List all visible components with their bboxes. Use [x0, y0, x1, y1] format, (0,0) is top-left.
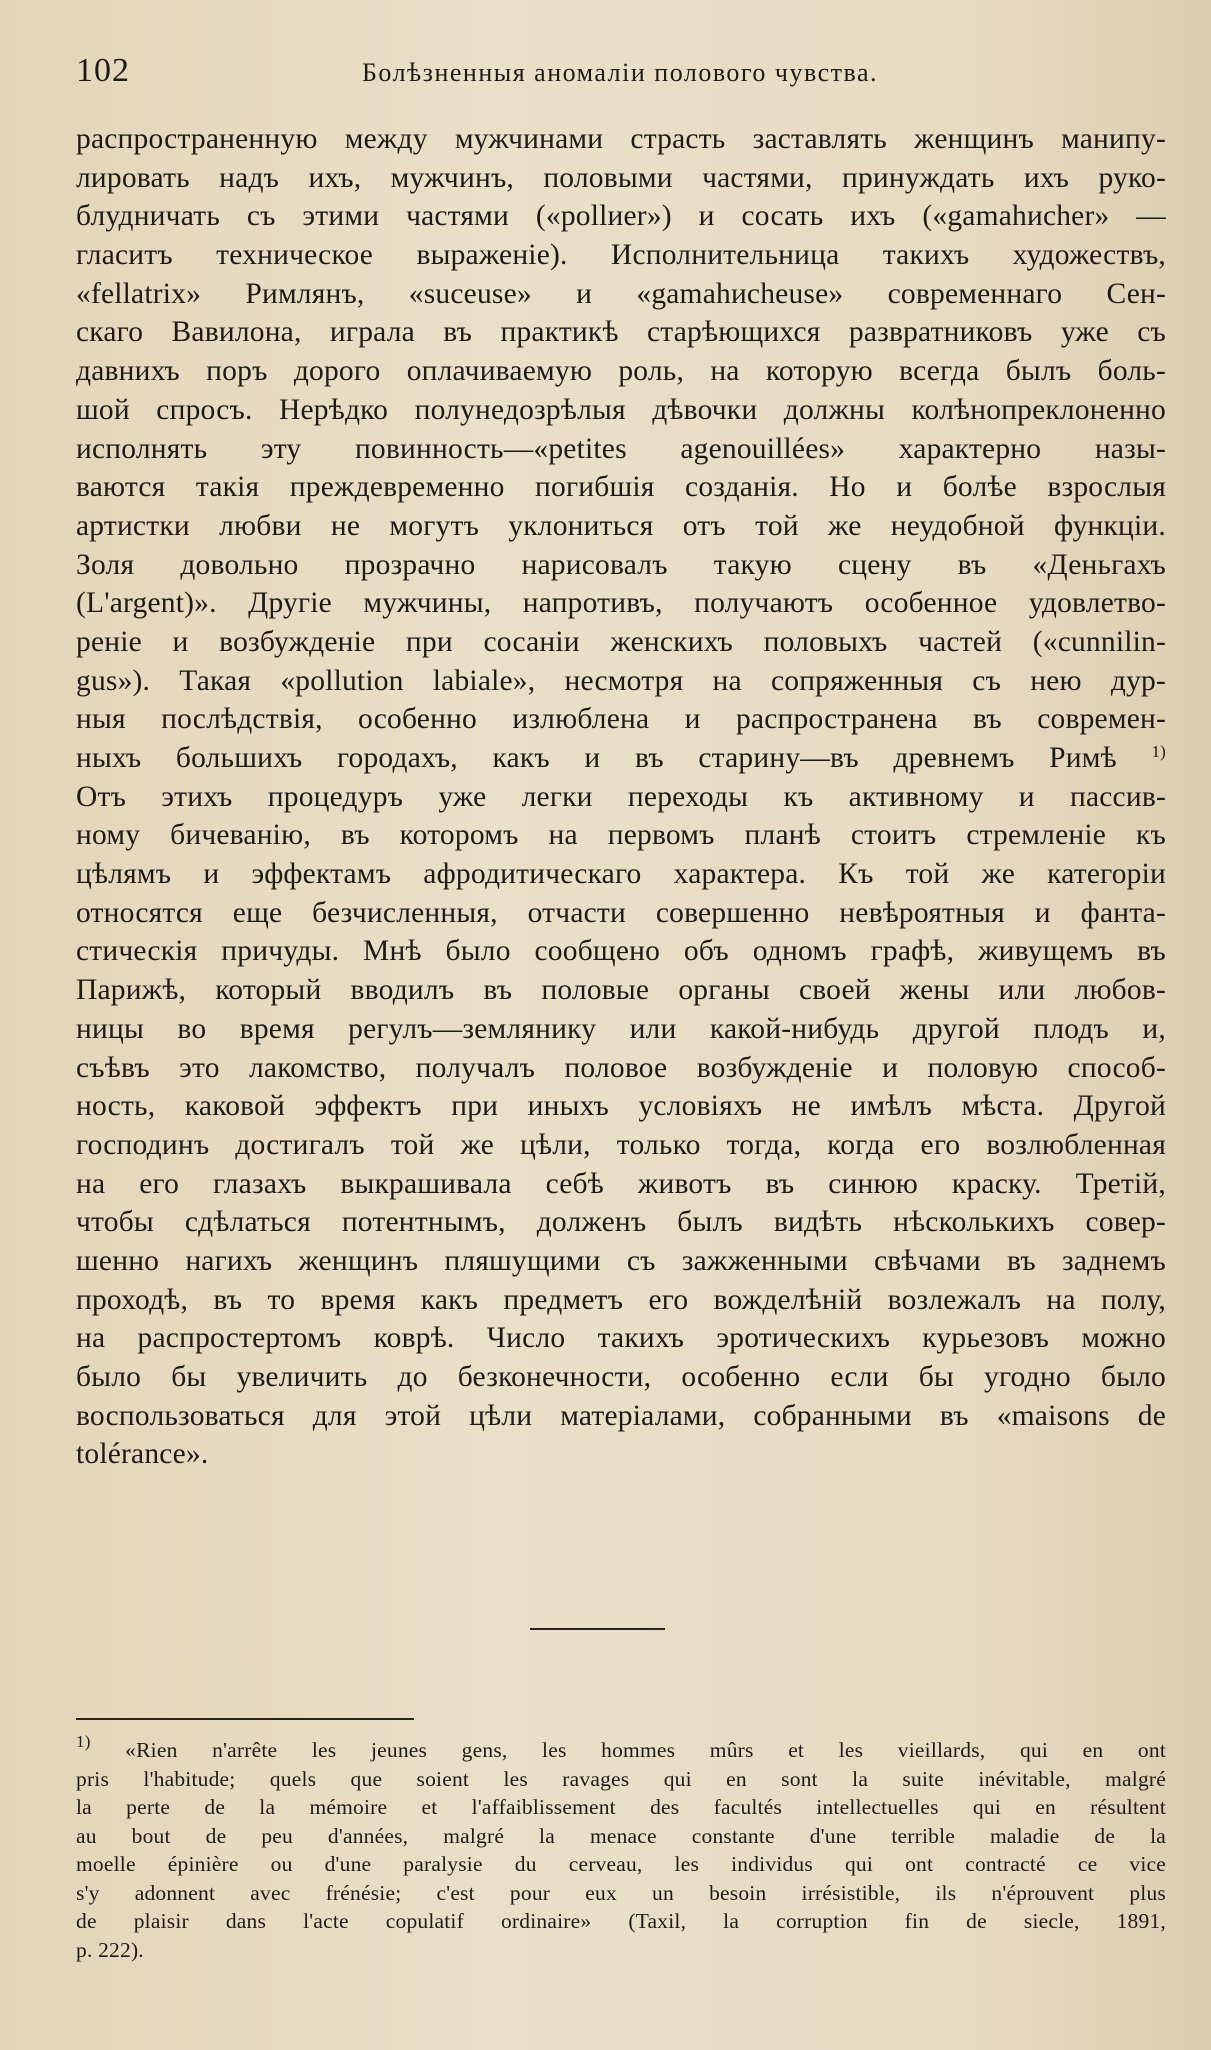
text-line: гласитъ техническое выраженіе). Исполнительница такихъ художествъ, [76, 239, 1166, 272]
text-line: ваются такія преждевременно погибшія созданія. Но и болѣе взрослыя [76, 471, 1166, 504]
text-line: скаго Вавилона, играла въ практикѣ старѣющихся развратниковъ уже съ [76, 316, 1166, 349]
text-line: ныя послѣдствія, особенно излюблена и распространена въ современ- [76, 703, 1166, 736]
footnote-rule [76, 1718, 414, 1720]
page-number: 102 [76, 52, 130, 89]
text-line: стическія причуды. Мнѣ было сообщено объ одномъ графѣ, живущемъ въ [76, 935, 1166, 968]
main-text [76, 120, 1166, 1474]
text-line: артистки любви не могутъ уклониться отъ той же неудобной функціи. [76, 509, 1166, 542]
text-line: господинъ достигалъ той же цѣли, только тогда, когда его возлюбленная [76, 1128, 1166, 1161]
text-line: воспользоваться для этой цѣли матеріалами, собранными въ «maisons de [76, 1399, 1166, 1432]
text-line: исполнять эту повинность—«petites agenouillées» характерно назы- [76, 432, 1166, 465]
text-line: распространенную между мужчинами страсть заставлять женщинъ манипу- [76, 123, 1166, 155]
running-title: Болѣзненныя аномаліи полового чувства. [362, 58, 879, 87]
footnote-line: pris l'habitude; quels que soient les ravages qui en sont la suite inévitable, malgré [76, 1766, 1166, 1791]
text-line-with-footnote-ref [76, 739, 1166, 778]
text-line: шенно нагихъ женщинъ пляшущими съ зажженными свѣчами въ заднемъ [76, 1244, 1166, 1277]
text-line: Золя довольно прозрачно нарисовалъ такую сцену въ «Деньгахъ [76, 548, 1166, 581]
footnote-line: moelle épinière ou d'une paralysie du cerveau, les individus qui ont contracté ce vice [76, 1852, 1166, 1876]
text-line: лировать надъ ихъ, мужчинъ, половыми частями, принуждать ихъ руко- [76, 161, 1166, 194]
text-line: реніе и возбужденіе при сосаніи женскихъ половыхъ частей («cunnilin- [76, 625, 1166, 658]
footnote-line: au bout de peu d'années, malgré la menace constante d'une terrible maladie de la [76, 1823, 1166, 1848]
text-line: на распростертомъ коврѣ. Число такихъ эротическихъ курьезовъ можно [76, 1322, 1166, 1355]
footnote-reference: 1) [1151, 742, 1166, 761]
text-line: tolérance». [76, 1438, 209, 1471]
text-fragment: «Rien n'arrête les jeunes gens, les hommes mûrs et les vieillards, qui en ont [125, 1738, 1167, 1762]
text-line: относятся еще безчисленныя, отчасти совершенно невѣроятныя и фанта- [76, 896, 1166, 929]
text-line: блудничать съ этими частями («pollиer») и сосать ихъ («gamahиcher» — [76, 200, 1166, 233]
footnote [76, 1732, 1167, 1964]
footnote-line: la perte de la mémoire et l'affaiblissement des facultés intellectuelles qui en résultent [76, 1795, 1166, 1819]
running-head [72, 52, 1162, 96]
text-line: Отъ этихъ процедуръ уже легки переходы къ активному и пассив- [76, 780, 1166, 813]
text-line: съѣвъ это лакомство, получалъ половое возбужденіе и половую способ- [76, 1051, 1166, 1084]
text-line: проходѣ, въ то время какъ предметъ его вожделѣній возлежалъ на полу, [76, 1283, 1166, 1316]
footnote-marker: 1) [76, 1732, 91, 1751]
text-line: шой спросъ. Нерѣдко полунедозрѣлыя дѣвочки должны колѣнопреклоненно [76, 393, 1166, 426]
text-line: давнихъ поръ дорого оплачиваемую роль, на которую всегда былъ боль- [76, 355, 1166, 388]
text-line: gus»). Такая «pollution labiale», несмотря на сопряженныя съ нею дур- [76, 664, 1166, 697]
text-line: Парижѣ, который вводилъ въ половые органы своей жены или любов- [76, 974, 1166, 1007]
text-line: было бы увеличить до безконечности, особенно если бы угодно было [76, 1361, 1166, 1393]
text-line: «fellatrix» Римлянъ, «suceuse» и «gamahиcheuse» современнаго Сен- [76, 277, 1166, 310]
text-line: (L'argent)». Другіе мужчины, напротивъ, получаютъ особенное удовлетво- [76, 587, 1166, 620]
text-line: на его глазахъ выкрашивала себѣ животъ въ синюю краску. Третій, [76, 1167, 1166, 1200]
text-line: ницы во время регулъ—землянику или какой-нибудь другой плодъ и, [76, 1012, 1166, 1045]
text-line: цѣлямъ и эффектамъ афродитическаго характера. Къ той же категоріи [76, 858, 1166, 891]
footnote-line [76, 1732, 1167, 1765]
text-line: ному бичеванію, въ которомъ на первомъ планѣ стоитъ стремленіе къ [76, 819, 1166, 852]
footnote-line: s'y adonnent avec frénésie; c'est pour eux un besoin irrésistible, ils n'éprouvent plus [76, 1880, 1166, 1905]
footnote-line: p. 222). [76, 1937, 144, 1962]
text-line: чтобы сдѣлаться потентнымъ, долженъ былъ видѣть нѣсколькихъ совер- [76, 1206, 1166, 1239]
section-divider [530, 1628, 665, 1630]
text-fragment: ныхъ большихъ городахъ, какъ и въ старину—въ древнемъ Римѣ [76, 742, 1117, 774]
footnote-line: de plaisir dans l'acte copulatif ordinaire» (Taxil, la corruption fin de siecle, 1891, [76, 1909, 1166, 1933]
text-line: ность, каковой эффектъ при иныхъ условіяхъ не имѣлъ мѣста. Другой [76, 1090, 1166, 1123]
